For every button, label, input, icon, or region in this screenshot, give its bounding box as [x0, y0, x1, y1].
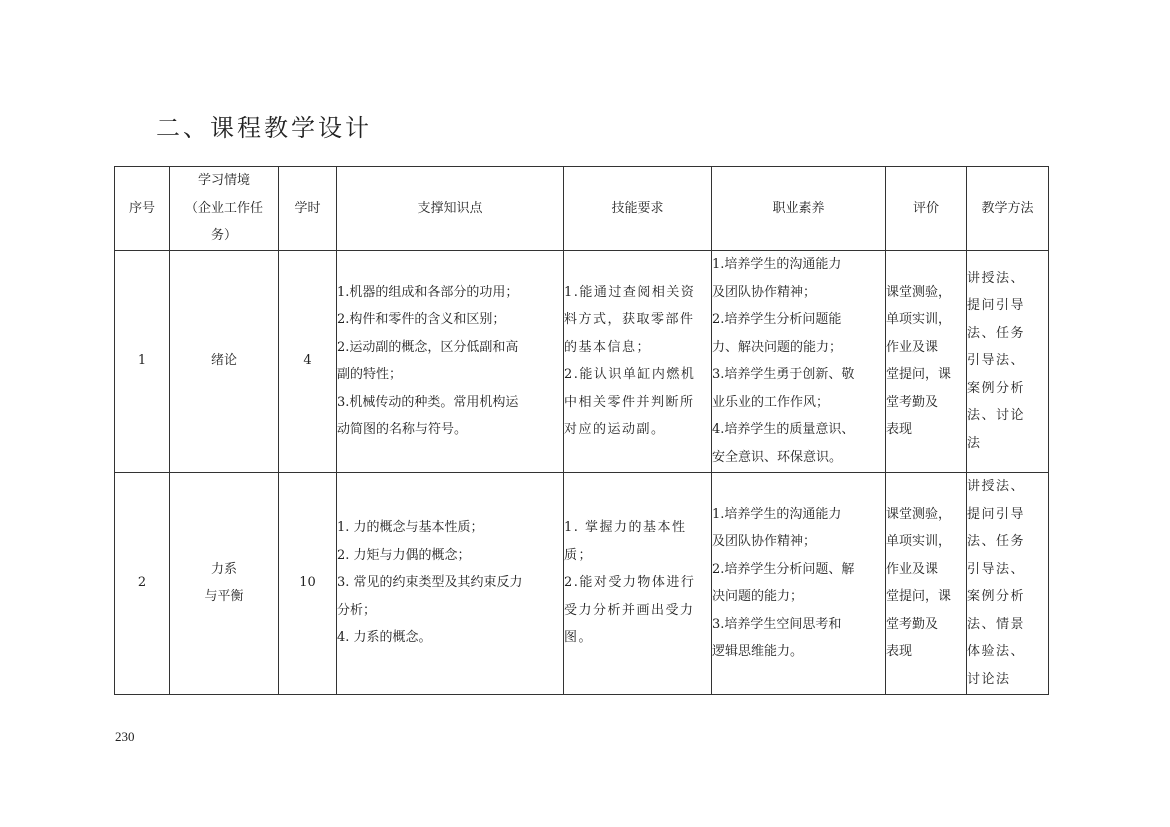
cell-line: 法、任务	[967, 325, 1026, 341]
cell-line: 2. 力矩与力偶的概念；	[337, 547, 471, 563]
cell-line: 2.能认识单缸内燃机	[564, 367, 696, 382]
cell-line: 2.运动副的概念，区分低副和高	[337, 339, 519, 355]
cell-line: 安全意识、环保意识。	[712, 449, 843, 465]
cell-line: 业乐业的工作作风；	[712, 394, 830, 410]
table-row	[115, 250, 1049, 472]
header-situation-line: 务）	[210, 228, 237, 243]
cell-line: 与平衡	[204, 589, 244, 604]
header-skills: 技能要求	[564, 167, 712, 251]
cell-line: 3.培养学生空间思考和	[712, 616, 842, 632]
header-seq: 序号	[115, 167, 170, 251]
page-title: 二、课程教学设计	[156, 114, 372, 142]
cell-line: 绪论	[210, 353, 237, 369]
cell-line: 法、情景	[967, 616, 1026, 632]
cell-line: 1. 力的概念与基本性质；	[337, 520, 484, 536]
cell-skills	[564, 472, 712, 694]
cell-line: 案例分析	[967, 589, 1026, 604]
cell-line: 及团队协作精神；	[712, 284, 817, 300]
cell-line: 质；	[564, 547, 594, 563]
cell-line: 的基本信息；	[564, 339, 652, 355]
cell-line: 堂考勤及	[886, 616, 939, 632]
cell-line: 动简图的名称与符号。	[337, 422, 468, 437]
cell-line: 中相关零件并判断所	[564, 394, 695, 410]
cell-line: 1. 掌握力的基本性	[564, 520, 687, 536]
course-design-table	[114, 166, 1049, 695]
cell-line: 表现	[886, 422, 913, 437]
cell-line: 2.构件和零件的含义和区别；	[337, 312, 506, 327]
cell-hours: 4	[279, 250, 337, 472]
cell-line: 受力分析并画出受力	[564, 602, 695, 618]
cell-line: 副的特性；	[337, 367, 403, 382]
cell-line: 图。	[564, 630, 594, 646]
cell-line: 表现	[886, 644, 913, 659]
cell-line: 案例分析	[967, 380, 1026, 396]
header-quality: 职业素养	[712, 167, 886, 251]
cell-line: 4. 力系的概念。	[337, 630, 432, 646]
cell-skills	[564, 250, 712, 472]
cell-situation	[170, 250, 279, 472]
cell-line: 体验法、	[967, 644, 1026, 659]
cell-line: 作业及课	[886, 561, 939, 577]
cell-line: 力、解决问题的能力；	[712, 339, 843, 355]
header-situation	[170, 167, 279, 251]
cell-line: 引导法、	[967, 353, 1026, 369]
cell-methods	[967, 472, 1049, 694]
cell-line: 4.培养学生的质量意识、	[712, 422, 855, 437]
cell-line: 讨论法	[967, 671, 1011, 687]
cell-line: 单项实训，	[886, 534, 952, 549]
cell-line: 讲授法、	[967, 479, 1026, 494]
cell-line: 2.培养学生分析问题能	[712, 312, 842, 327]
header-hours: 学时	[279, 167, 337, 251]
cell-line: 2.培养学生分析问题、解	[712, 561, 855, 577]
cell-line: 课堂测验，	[886, 506, 952, 522]
cell-line: 3.培养学生勇于创新、敬	[712, 367, 855, 382]
cell-line: 法	[967, 435, 982, 451]
cell-line: 力系	[210, 561, 237, 577]
table-row	[115, 472, 1049, 694]
cell-line: 作业及课	[886, 339, 939, 355]
page-number: 230	[115, 729, 135, 744]
cell-quality	[712, 472, 886, 694]
header-knowledge: 支撑知识点	[337, 167, 564, 251]
cell-line: 堂提问，课	[886, 589, 952, 604]
cell-line: 讲授法、	[967, 270, 1026, 286]
cell-situation	[170, 472, 279, 694]
header-evaluation: 评价	[886, 167, 967, 251]
cell-line: 对应的运动副。	[564, 422, 666, 437]
cell-line: 决问题的能力；	[712, 589, 804, 604]
cell-line: 堂考勤及	[886, 394, 939, 410]
cell-line: 单项实训，	[886, 312, 952, 327]
cell-line: 课堂测验，	[886, 284, 952, 300]
cell-line: 逻辑思维能力。	[712, 644, 804, 659]
cell-line: 法、任务	[967, 534, 1026, 549]
cell-line: 堂提问，课	[886, 367, 952, 382]
cell-evaluation	[886, 472, 967, 694]
cell-line: 及团队协作精神；	[712, 534, 817, 549]
cell-line: 分析；	[337, 602, 377, 618]
header-situation-line: （企业工作任	[184, 200, 263, 216]
header-methods: 教学方法	[967, 167, 1049, 251]
cell-methods	[967, 250, 1049, 472]
cell-hours: 10	[279, 472, 337, 694]
cell-quality	[712, 250, 886, 472]
cell-evaluation	[886, 250, 967, 472]
cell-line: 3. 常见的约束类型及其约束反力	[337, 575, 523, 591]
cell-line: 2.能对受力物体进行	[564, 575, 696, 591]
cell-knowledge	[337, 250, 564, 472]
cell-line: 1.能通过查阅相关资	[564, 284, 696, 300]
cell-knowledge	[337, 472, 564, 694]
table-header-row	[115, 167, 1049, 251]
cell-seq: 2	[115, 472, 170, 694]
cell-line: 料方式，获取零部件	[564, 312, 695, 327]
cell-line: 提问引导	[967, 298, 1026, 314]
cell-line: 引导法、	[967, 561, 1026, 577]
cell-line: 法、讨论	[967, 408, 1026, 424]
cell-line: 1.培养学生的沟通能力	[712, 257, 842, 272]
cell-line: 提问引导	[967, 506, 1026, 522]
cell-line: 1.培养学生的沟通能力	[712, 506, 842, 522]
cell-line: 3.机械传动的种类。常用机构运	[337, 394, 519, 410]
cell-seq: 1	[115, 250, 170, 472]
header-situation-line: 学习情境	[197, 173, 250, 188]
cell-line: 1.机器的组成和各部分的功用；	[337, 284, 519, 300]
